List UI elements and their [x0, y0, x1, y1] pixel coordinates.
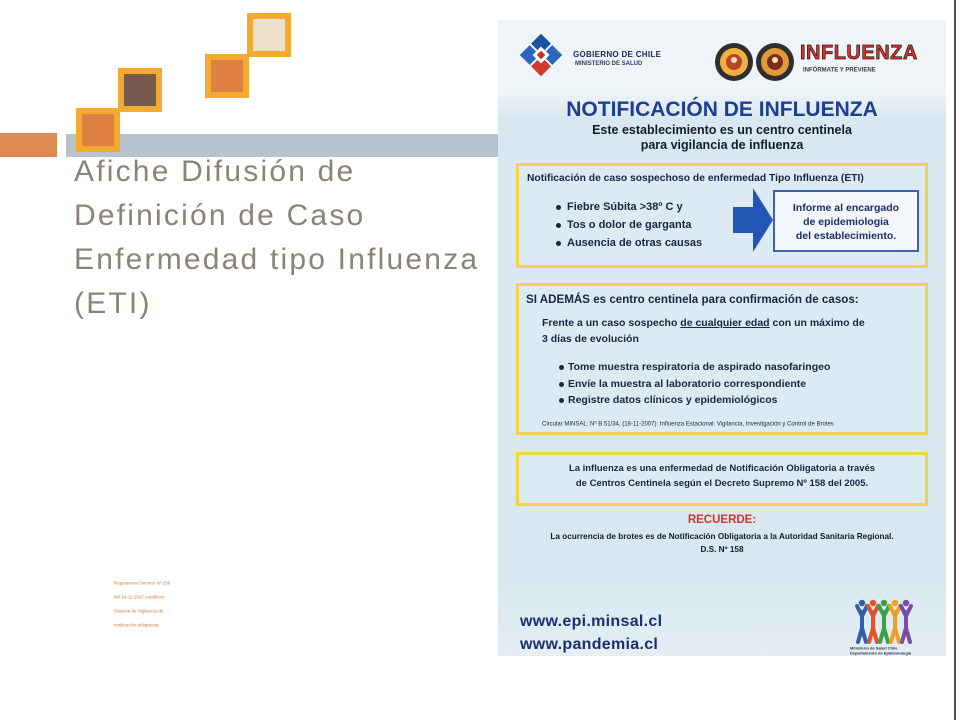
sentinel-heading: SI ADEMÁS es centro centinela para confirmación de casos: — [526, 293, 859, 306]
slide-title-line: Afiche Difusión de — [74, 155, 356, 188]
mandatory-notification-line: de Centros Centinela según el Decreto Supremo Nº 158 del 2005. — [575, 478, 869, 489]
sentinel-intro — [542, 316, 865, 330]
influenza-notification-poster — [498, 20, 946, 656]
mandatory-notification-line: La influenza es una enfermedad de Notificación Obligatoria a través — [568, 463, 876, 474]
report-action-line: Informe al encargado — [792, 202, 900, 214]
sentinel-step: Tome muestra respiratoria de aspirado nasofaringeo — [568, 361, 831, 373]
poster-subtitle — [498, 123, 946, 153]
bullet-icon — [556, 223, 561, 228]
slide-title — [74, 150, 494, 326]
accent-bar-orange — [0, 133, 57, 157]
footer-logo-line: Ministerio de Salud Chile — [850, 646, 898, 651]
sentinel-step: Envíe la muestra al laboratorio correspondiente — [568, 378, 807, 390]
website-link: www.epi.minsal.cl — [520, 613, 663, 630]
slide-title-line: Enfermedad tipo Influenza — [74, 243, 480, 276]
sentinel-center-box — [516, 283, 928, 435]
criteria-item: Tos o dolor de garganta — [567, 219, 692, 231]
bullet-icon — [559, 382, 564, 387]
gov-logo-title: GOBIERNO DE CHILE — [573, 50, 662, 59]
people-figures-logo-icon — [855, 598, 913, 646]
sentinel-intro-line2: 3 días de evolución — [542, 333, 639, 345]
report-action-box — [773, 190, 919, 252]
footer-logo-text — [850, 646, 925, 656]
right-arrow-icon — [733, 188, 773, 252]
sentinel-intro-underlined: de cualquier edad — [680, 317, 770, 329]
sentinel-step: Registre datos clínicos y epidemiológicos — [568, 394, 778, 406]
reminder-label: RECUERDE: — [687, 514, 757, 526]
sentinel-citation: Circular MINSAL: Nº B 51/34, (18-11-2007): Influenza Estacional: Vigilancia, Investigación y Control de Brotes — [542, 420, 834, 427]
reminder-line: La ocurrencia de brotes es de Notificación Obligatoria a la Autoridad Sanitaria Regional. — [550, 532, 894, 541]
bullet-icon — [556, 205, 561, 210]
bullet-icon — [559, 365, 564, 370]
decorative-square-beige — [247, 13, 291, 57]
influenza-campaign-seals-icon — [714, 42, 798, 82]
poster-subtitle-line: para vigilancia de influenza — [640, 138, 804, 152]
reminder-line: D.S. Nº 158 — [700, 545, 744, 554]
suspected-case-heading: Notificación de caso sospechoso de enfermedad Tipo Influenza (ETI) — [527, 173, 864, 184]
decorative-square-orange — [76, 108, 120, 152]
gov-logo-subtitle: MINISTERIO DE SALUD — [575, 61, 643, 67]
slide-title-line: Definición de Caso — [74, 199, 366, 232]
footnote-line: Reglamento Decreto Nº 158 — [114, 580, 171, 586]
suspected-case-box — [516, 163, 928, 268]
slide-title-line: (ETI) — [74, 287, 152, 320]
sentinel-intro-text: Frente a un caso sospecho — [542, 317, 681, 329]
footnote-line: notificación obligatoria — [114, 622, 159, 628]
footnote-line: Sistema de Vigilancia de — [114, 608, 164, 614]
report-action-line: de epidemiologia — [803, 216, 889, 228]
report-action-line: del establecimiento. — [795, 230, 897, 242]
bullet-icon — [559, 398, 564, 403]
decorative-square-brown — [118, 68, 162, 112]
website-link: www.pandemia.cl — [520, 636, 659, 653]
footnote-line: del 18-11-2007 establece — [114, 594, 165, 600]
bullet-icon — [556, 241, 561, 246]
sentinel-intro-text: con un máximo de — [769, 317, 865, 329]
gobierno-de-chile-logo-icon — [516, 32, 566, 78]
criteria-item: Fiebre Súbita >38º C y — [567, 201, 683, 213]
campaign-logo-title: INFLUENZA — [800, 42, 918, 64]
right-edge-rule — [954, 0, 956, 720]
footer-logo-line: Departamento de Epidemiología — [850, 651, 912, 656]
campaign-logo-subtitle: INFÓRMATE Y PREVIENE — [803, 66, 876, 73]
mandatory-notification-box — [516, 452, 928, 506]
slide-footnote — [114, 576, 184, 632]
poster-subtitle-line: Este establecimiento es un centro centinela — [592, 123, 852, 137]
poster-title: NOTIFICACIÓN DE INFLUENZA — [566, 98, 878, 121]
decorative-square-orange — [205, 54, 249, 98]
criteria-item: Ausencia de otras causas — [567, 237, 703, 249]
